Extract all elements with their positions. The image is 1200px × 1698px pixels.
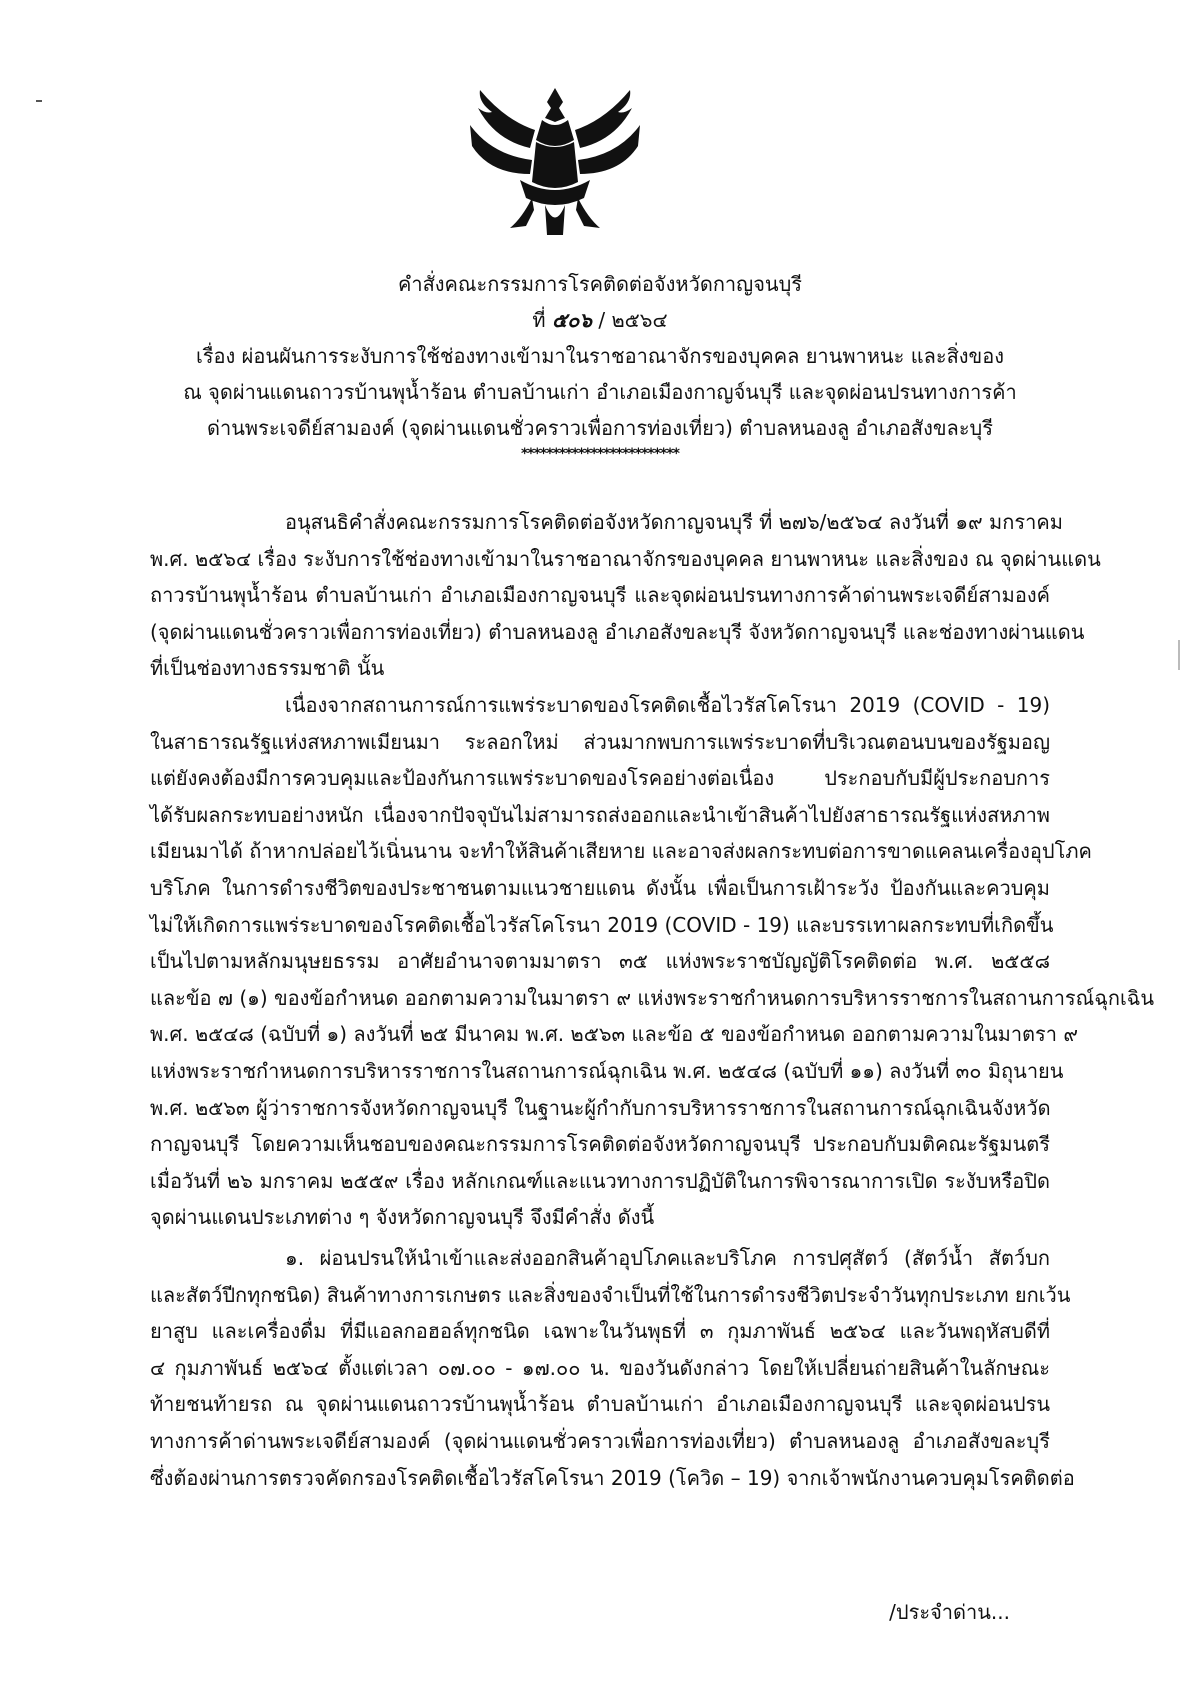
text-line: เมียนมาได้ ถ้าหากปล่อยไว้เนิ่นนาน จะทำให้สินค้าเสียหาย และอาจส่งผลกระทบต่อการขาดแคลนเครื่องอุปโภค <box>150 839 1092 864</box>
text-line: แต่ยังคงต้องมีการควบคุมและป้องกันการแพร่ระบาดของโรคอย่างต่อเนื่อง ประกอบกับมีผู้ประกอบการ <box>150 766 1050 791</box>
subject-line: เรื่อง ผ่อนผันการระงับการใช้ช่องทางเข้ามาในราชอาณาจักรของบุคคล ยานพาหนะ และสิ่งของ <box>195 344 1005 368</box>
text-line: และสัตว์ปีกทุกชนิด) สินค้าทางการเกษตร และสิ่งของจำเป็นที่ใช้ในการดำรงชีวิตประจำวันทุกประเภท ยกเว้น <box>150 1282 1071 1307</box>
text-line: จุดผ่านแดนประเภทต่าง ๆ จังหวัดกาญจนบุรี จึงมีคำสั่ง ดังนี้ <box>150 1205 655 1230</box>
paragraph-1 <box>150 504 1101 687</box>
subject-line: ณ จุดผ่านแดนถาวรบ้านพุน้ำร้อน ตำบลบ้านเก่า อำเภอเมืองกาญจ์นบุรี และจุดผ่อนปรนทางการค้า <box>183 380 1017 404</box>
subject <box>150 338 1050 446</box>
text-line: เป็นไปตามหลักมนุษยธรรม อาศัยอำนาจตามมาตรา ๓๕ แห่งพระราชบัญญัติโรคติดต่อ พ.ศ. ๒๕๕๘ <box>150 949 1050 974</box>
paragraph-3 <box>150 1240 1075 1496</box>
text-line: ที่เป็นช่องทางธรรมชาติ นั้น <box>150 656 385 681</box>
order-number <box>150 302 1050 338</box>
text-line: แห่งพระราชกำหนดการบริหารราชการในสถานการณ์ฉุกเฉิน พ.ศ. ๒๕๔๘ (ฉบับที่ ๑๑) ลงวันที่ ๓๐ มิถุนายน <box>150 1058 1064 1083</box>
text-line: อนุสนธิคำสั่งคณะกรรมการโรคติดต่อจังหวัดกาญจนบุรี ที่ ๒๗๖/๒๕๖๔ ลงวันที่ ๑๙ มกราคม <box>285 510 1063 534</box>
text-line: กาญจนบุรี โดยความเห็นชอบของคณะกรรมการโรคติดต่อจังหวัดกาญจนบุรี ประกอบกับมติคณะรัฐมนตรี <box>150 1132 1050 1157</box>
text-line: เนื่องจากสถานการณ์การแพร่ระบาดของโรคติดเชื้อไวรัสโคโรนา 2019 (COVID - 19) <box>285 693 1050 717</box>
text-line: เมื่อวันที่ ๒๖ มกราคม ๒๕๕๙ เรื่อง หลักเกณฑ์และแนวทางการปฏิบัติในการพิจารณาการเปิด ระงับหรือปิด <box>150 1168 1050 1193</box>
text-line: และข้อ ๗ (๑) ของข้อกำหนด ออกตามความในมาตรา ๙ แห่งพระราชกำหนดการบริหารราชการในสถานการณ์ฉุกเฉิน <box>150 985 1155 1010</box>
order-number-year: / ๒๕๖๔ <box>598 308 668 332</box>
text-line: ถาวรบ้านพุน้ำร้อน ตำบลบ้านเก่า อำเภอเมืองกาญจนบุรี และจุดผ่อนปรนทางการค้าด่านพระเจดีย์สามองค์ <box>150 583 1050 608</box>
document-title: คำสั่งคณะกรรมการโรคติดต่อจังหวัดกาญจนบุรี <box>397 272 803 296</box>
text-line: ๔ กุมภาพันธ์ ๒๕๖๔ ตั้งแต่เวลา ๐๗.๐๐ - ๑๗.๐๐ น. ของวันดังกล่าว โดยให้เปลี่ยนถ่ายสินค้าในลักษณะ <box>150 1355 1050 1380</box>
text-line: ซึ่งต้องผ่านการตรวจคัดกรองโรคติดเชื้อไวรัสโคโรนา 2019 (โควิด – 19) จากเจ้าพนักงานควบคุมโรคติดต่อ <box>150 1465 1075 1490</box>
paragraph-2 <box>150 687 1155 1236</box>
order-number-prefix: ที่ <box>532 308 546 332</box>
text-line: ได้รับผลกระทบอย่างหนัก เนื่องจากปัจจุบันไม่สามารถส่งออกและนำเข้าสินค้าไปยังสาธารณรัฐแห่งสหภาพ <box>150 802 1050 827</box>
continuation-marker: /ประจำด่าน... <box>889 1600 1010 1624</box>
text-line: ๑. ผ่อนปรนให้นำเข้าและส่งออกสินค้าอุปโภคและบริโภค การปศุสัตว์ (สัตว์น้ำ สัตว์บก <box>285 1246 1050 1270</box>
text-line: ท้ายชนท้ายรถ ณ จุดผ่านแดนถาวรบ้านพุน้ำร้อน ตำบลบ้านเก่า อำเภอเมืองกาญจนบุรี และจุดผ่อนปรน <box>150 1392 1050 1417</box>
text-line: ทางการค้าด่านพระเจดีย์สามองค์ (จุดผ่านแดนชั่วคราวเพื่อการท่องเที่ยว) ตำบลหนองลู อำเภอสังขละบุรี <box>150 1428 1050 1453</box>
separator: ************************* <box>520 446 680 462</box>
garuda-emblem <box>460 80 650 240</box>
order-number-value: ๕๐๖ <box>551 308 592 332</box>
text-line: พ.ศ. ๒๕๖๓ ผู้ว่าราชการจังหวัดกาญจนบุรี ในฐานะผู้กำกับการบริหารราชการในสถานการณ์ฉุกเฉินจังหวัด <box>150 1095 1051 1120</box>
scan-speck <box>1178 640 1180 670</box>
text-line: ไม่ให้เกิดการแพร่ระบาดของโรคติดเชื้อไวรัสโคโรนา 2019 (COVID - 19) และบรรเทาผลกระทบที่เกิดขึ้น <box>150 912 1054 937</box>
text-line: พ.ศ. ๒๕๔๘ (ฉบับที่ ๑) ลงวันที่ ๒๕ มีนาคม พ.ศ. ๒๕๖๓ และข้อ ๕ ของข้อกำหนด ออกตามความในมาตรา ๙ <box>150 1022 1079 1047</box>
subject-line: ด่านพระเจดีย์สามองค์ (จุดผ่านแดนชั่วคราวเพื่อการท่องเที่ยว) ตำบลหนองลู อำเภอสังขละบุรี <box>207 416 993 440</box>
text-line: ในสาธารณรัฐแห่งสหภาพเมียนมา ระลอกใหม่ ส่วนมากพบการแพร่ระบาดที่บริเวณตอนบนของรัฐมอญ <box>150 729 1050 754</box>
text-line: พ.ศ. ๒๕๖๔ เรื่อง ระงับการใช้ช่องทางเข้ามาในราชอาณาจักรของบุคคล ยานพาหนะ และสิ่งของ ณ จุดผ่านแดน <box>150 546 1101 571</box>
text-line: ยาสูบ และเครื่องดื่ม ที่มีแอลกอฮอล์ทุกชนิด เฉพาะในวันพุธที่ ๓ กุมภาพันธ์ ๒๕๖๔ และวันพฤหัสบดีที่ <box>150 1319 1050 1344</box>
text-line: (จุดผ่านแดนชั่วคราวเพื่อการท่องเที่ยว) ตำบลหนองลู อำเภอสังขละบุรี จังหวัดกาญจนบุรี และช่องทางผ่านแดน <box>150 619 1085 644</box>
text-line: บริโภค ในการดำรงชีวิตของประชาชนตามแนวชายแดน ดังนั้น เพื่อเป็นการเฝ้าระวัง ป้องกันและควบคุม <box>150 875 1050 900</box>
scan-speck <box>36 100 42 102</box>
